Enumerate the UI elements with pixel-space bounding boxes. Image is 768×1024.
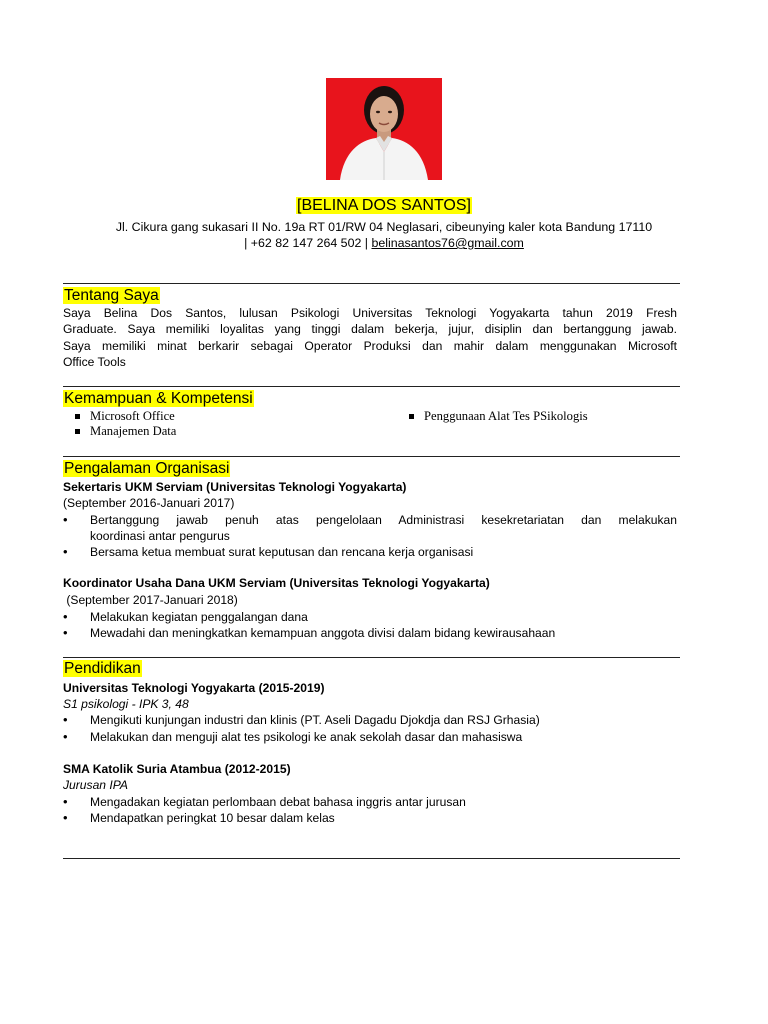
section-title-skills: Kemampuan & Kompetensi xyxy=(64,390,253,407)
contact-line xyxy=(0,235,768,251)
bullet-icon: • xyxy=(63,512,68,527)
org-period: (September 2017-Januari 2018) xyxy=(63,593,238,607)
org-role: Koordinator Usaha Dana UKM Serviam (Universitas Teknologi Yogyakarta) xyxy=(63,576,490,590)
about-line: Office Tools xyxy=(63,355,126,370)
edu-school: Universitas Teknologi Yogyakarta (2015-2019) xyxy=(63,681,325,695)
skill-item: Penggunaan Alat Tes PSikologis xyxy=(409,409,588,424)
about-line: Saya Belina Dos Santos, lulusan Psikologi Universitas Teknologi Yogyakarta tahun 2019 Fresh xyxy=(63,306,677,320)
about-paragraph xyxy=(63,305,677,371)
edu-detail: Jurusan IPA xyxy=(63,778,128,792)
section-title-education: Pendidikan xyxy=(64,660,141,677)
bullet-icon: • xyxy=(63,609,68,624)
square-bullet-icon xyxy=(409,414,414,419)
section-divider xyxy=(63,657,680,658)
bullet-icon: • xyxy=(63,544,68,559)
about-line: Saya memiliki minat berkarir sebagai Operator Produksi dan mahir dalam menggunakan Microsoft xyxy=(63,338,677,353)
section-divider xyxy=(63,456,680,457)
org-role: Sekertaris UKM Serviam (Universitas Teknologi Yogyakarta) xyxy=(63,480,407,494)
bullet-icon: • xyxy=(63,712,68,727)
section-title-organization: Pengalaman Organisasi xyxy=(64,460,230,477)
bullet-icon: • xyxy=(63,729,68,744)
section-divider xyxy=(63,386,680,387)
candidate-name: [BELINA DOS SANTOS] xyxy=(297,197,471,214)
skill-item: Manajemen Data xyxy=(75,424,176,439)
edu-detail: S1 psikologi - IPK 3, 48 xyxy=(63,697,189,711)
edu-school: SMA Katolik Suria Atambua (2012-2015) xyxy=(63,762,291,776)
section-divider xyxy=(63,283,680,284)
email-link[interactable]: belinasantos76@gmail.com xyxy=(371,236,524,250)
skill-item: Microsoft Office xyxy=(75,409,175,424)
about-line: Graduate. Saya memiliki loyalitas yang tinggi dalam bekerja, jujur, disiplin dan bertanggung jawab. xyxy=(63,322,677,337)
bullet-icon: • xyxy=(63,625,68,640)
square-bullet-icon xyxy=(75,429,80,434)
address-line: Jl. Cikura gang sukasari II No. 19a RT 01/RW 04 Neglasari, cibeunying kaler kota Bandung 17110 xyxy=(115,220,653,234)
org-period: (September 2016-Januari 2017) xyxy=(63,496,235,510)
square-bullet-icon xyxy=(75,414,80,419)
bullet-icon: • xyxy=(63,810,68,825)
profile-photo xyxy=(326,78,442,180)
phone-text: | +62 82 147 264 502 | xyxy=(244,236,369,250)
section-title-about: Tentang Saya xyxy=(64,287,159,304)
section-divider xyxy=(63,858,680,859)
bullet-icon: • xyxy=(63,794,68,809)
